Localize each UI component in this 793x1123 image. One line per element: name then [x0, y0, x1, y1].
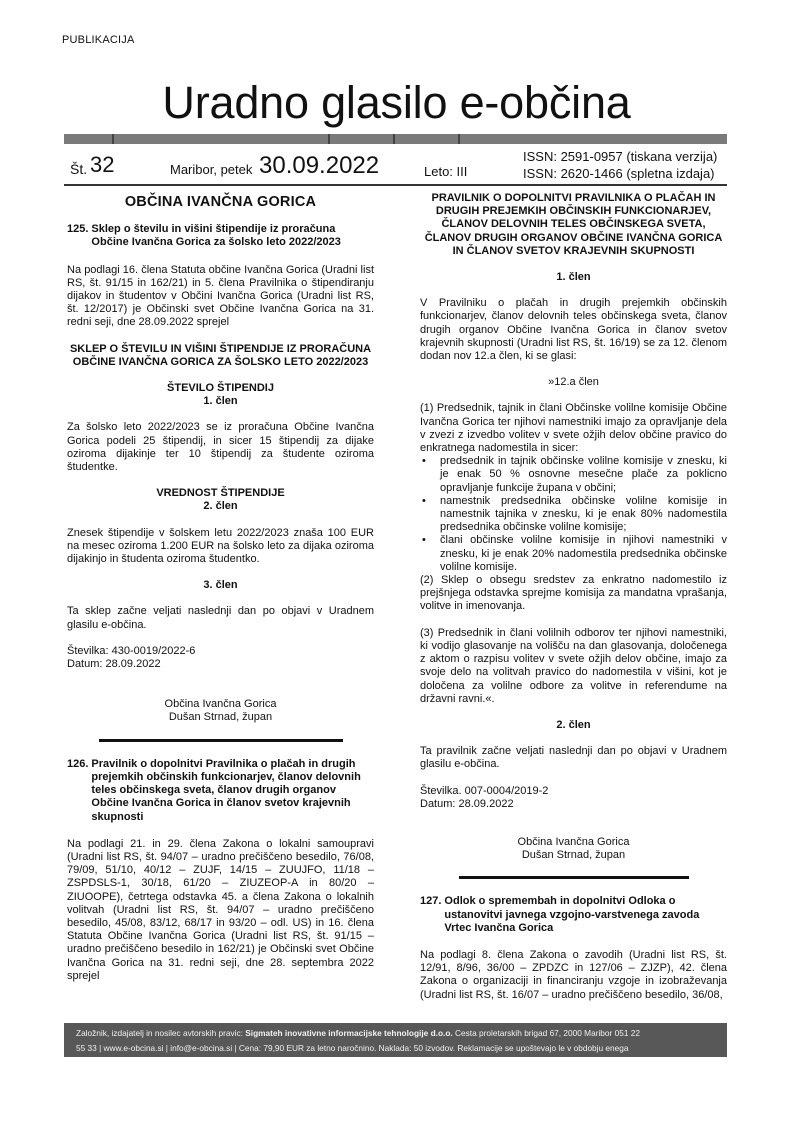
signature-organization: Občina Ivančna Gorica — [517, 835, 630, 848]
masthead-rule — [64, 134, 727, 144]
document-date: Datum: 28.09.2022 — [67, 658, 161, 671]
section-text: Za šolsko leto 2022/2023 se iz proračuna Občine Ivančna Gorica podeli 25 štipendij, in sicer 15 štipendij za dijake oziroma dijakinje ter 10 štipendij za študente oziroma študentke. — [67, 421, 374, 474]
signature-organization: Občina Ivančna Gorica — [164, 698, 277, 711]
signature-name: Dušan Strnad, župan — [521, 849, 626, 862]
compensation-list — [420, 455, 727, 574]
issue-divider — [64, 184, 727, 186]
issue-number-label: Št. — [70, 161, 88, 177]
list-item: • predsednik in tajnik občinske volilne komisije v znesku, ki je enak 50 % osnovne mesečne plače za poklicno opravljanje funkcije župana v občini; — [420, 455, 727, 495]
paragraph: (1) Predsednik, tajnik in člani Občinske volilne komisije Občine Ivančna Gorica ter njihovi namestniki imajo za opravljanje dela v zvezi z izvedbo volitev v svete ožjih delov občine pravico do enkratnega nadomestila in sicer: — [420, 402, 727, 455]
article-title: Pravilnik o dopolnitvi Pravilnika o plačah in drugih prejemkih občinskih funkcionarjev, članov delovnih teles občinskega sveta, članov drugih organov Občine Ivančna Gorica in članov svetov krajevnih skupnosti — [91, 757, 361, 823]
footer-publisher: Sigmateh inovativne informacijske tehnologije d.o.o. — [245, 1028, 453, 1038]
paragraph: (3) Predsednik in člani volilnih odborov ter njihovi namestniki, ki vodijo glasovanje na volišču na dan glasovanja, določenega z aktom o razpisu volitev v svete ožjih delov občine, imajo za svoje delo na volitvah pravico do nadomestila v višini, kot je določena za volilne odbore za volitve in referendume na državni ravni.«. — [420, 626, 727, 705]
document-number: Številka: 430-0019/2022-6 — [67, 644, 196, 657]
list-item: • namestnik predsednika občinske volilne komisije in namestnik tajnika v znesku, ki je enak 80% nadomestila predsednika občinske volilne komisije; — [420, 495, 727, 535]
footer-line-1 — [76, 1026, 717, 1041]
paragraph: V Pravilniku o plačah in drugih prejemkih občinskih funkcionarjev, članov delovnih teles občinskega sveta, članov drugih organov Občine Ivančna Gorica in članov svetov krajevnih skupnosti (Uradni list RS, št. 16/19) se za 12. členom dodan nov 12.a člen, ki se glasi: — [420, 297, 727, 363]
rule-tick — [458, 134, 460, 144]
section-text: Znesek štipendije v šolskem letu 2022/2023 znaša 100 EUR na mesec oziroma 1.200 EUR na šolsko leto za dijaka oziroma dijakinjo in študenta oziroma študentko. — [67, 526, 374, 566]
section-title: VREDNOST ŠTIPENDIJE — [156, 487, 285, 500]
clen-12a-label: »12.a člen — [548, 376, 599, 389]
issue-number: 32 — [90, 152, 115, 177]
publication-label: PUBLIKACIJA — [62, 34, 135, 46]
document-number: Številka. 007-0004/2019-2 — [420, 784, 549, 797]
rule-tick — [328, 134, 330, 144]
pravilnik-heading: PRAVILNIK O DOPOLNITVI PRAVILNIKA O PLAČAH IN DRUGIH PREJEMKIH OBČINSKIH FUNKCIONARJEV, ČLANOV DELOVNIH TELES OBČINSKEGA SVETA, ČLANOV DRUGIH ORGANOV OBČINE IVANČNA GORICA IN ČLANOV SVETOV KRAJEVNIH SKUPNOSTI — [424, 192, 723, 257]
article-127-heading — [420, 895, 727, 935]
article-number: 125. — [67, 223, 89, 236]
clen-label: 3. člen — [203, 579, 238, 592]
article-125-heading — [67, 223, 374, 249]
right-column — [420, 192, 727, 1002]
municipality-title: OBČINA IVANČNA GORICA — [124, 194, 317, 210]
article-title: Odlok o spremembah in dopolnitvi Odloka o ustanovitvi javnega vzgojno-varstvenega zavoda Vrtec Ivančna Gorica — [444, 895, 700, 934]
article-126-intro: Na podlagi 21. in 29. člena Zakona o lokalni samoupravi (Uradni list RS, št. 94/07 – uradno prečiščeno besedilo, 76/08, 79/09, 51/10, 40/12 – ZUJF, 14/15 – ZUUJFO, 11/18 – ZSPDSLS-1, 30/18, 61/20 – ZIUZEOP-A in 80/20 – ZIUOOPE), četrtega odstavka 45. a člena Zakona o lokalnih volitvah (Uradni list RS, št. 94/07 – uradno prečiščeno besedilo, 45/08, 83/12, 68/17 in 93/20 – odl. US) in 16. člena Statuta Občine Ivančna Gorica (Uradni list RS, št. 91/15 – uradno prečiščeno besedilo in 162/21) je Občinski svet Občine Ivančna Gorica na 31. redni seji, dne 28. septembra 2022 sprejel — [67, 837, 374, 982]
sklep-heading: SKLEP O ŠTEVILU IN VIŠINI ŠTIPENDIJE IZ PRORAČUNA OBČINE IVANČNA GORICA ZA ŠOLSKO LETO 2022/2023 — [69, 342, 372, 368]
masthead-title: Uradno glasilo e-občina — [162, 77, 631, 128]
issue-place-day: Maribor, petek — [170, 162, 253, 177]
rule-tick — [393, 134, 395, 144]
footer-line-2: 55 33 | www.e-obcina.si | info@e-obcina.si | Cena: 79,90 EUR za letno naročnino. Naklada: 50 izvodov. Reklamacije se upoštevajo le v obdobju enega — [76, 1043, 629, 1053]
section-title: ŠTEVILO ŠTIPENDIJ — [167, 382, 274, 395]
article-125-intro: Na podlagi 16. člena Statuta občine Ivančna Gorica (Uradni list RS, št. 91/15 in 162/21) in 5. člena Pravilnika o štipendiranju dijakov in študentov v Občini Ivančna Gorica (Uradni list RS, št. 12/2017) je Občinski svet Občine Ivančna Gorica na 31. redni seji, dne 28.09.2022 sprejel — [67, 263, 374, 329]
paragraph: (2) Sklep o obsegu sredstev za enkratno nadomestilo iz prejšnjega odstavka sprejme komisija za mandatna vprašanja, volitve in imenovanja. — [420, 574, 727, 613]
issn-online: ISSN: 2620-1466 (spletna izdaja) — [523, 166, 715, 181]
section-text: Ta sklep začne veljati naslednji dan po objavi v Uradnem glasilu e-občina. — [67, 605, 374, 631]
document-date: Datum: 28.09.2022 — [420, 797, 514, 810]
article-127-intro: Na podlagi 8. člena Zakona o zavodih (Uradni list RS, št. 12/91, 8/96, 36/00 – ZPDZC in 127/06 – ZJZP), 42. člena Zakona o organizaciji in financiranju vzgoje in izobraževanja (Uradni list RS, št. 16/07 – uradno prečiščeno besedilo, 36/08, — [420, 948, 727, 1001]
rule-tick — [112, 134, 114, 144]
issue-date: 30.09.2022 — [259, 152, 380, 179]
article-126-heading — [67, 758, 374, 824]
clen-label: 1. člen — [556, 271, 591, 284]
article-separator — [459, 876, 689, 879]
article-number: 126. — [67, 757, 89, 770]
article-separator — [99, 739, 343, 742]
footer-prefix: Založnik, izdajatelj in nosilec avtorskih pravic: — [76, 1028, 246, 1038]
issue-year: Leto: III — [424, 164, 468, 179]
signature-name: Dušan Strnad, župan — [168, 711, 273, 724]
list-item: • člani občinske volilne komisije in njihovi namestniki v znesku, ki je enak 20% nadomestila predsednika občinske volilne komisije. — [420, 534, 727, 574]
publisher-footer — [64, 1023, 727, 1057]
clen-label: 2. člen — [203, 500, 238, 513]
issue-info-bar — [64, 149, 727, 184]
article-number: 127. — [420, 895, 442, 908]
footer-address: Cesta proletarskih brigad 67, 2000 Maribor 051 22 — [452, 1028, 640, 1038]
clen-label: 2. člen — [556, 718, 591, 731]
article-title: Sklep o številu in višini štipendije iz proračuna Občine Ivančna Gorica za šolsko leto 2022/2023 — [91, 223, 341, 249]
left-column — [67, 192, 374, 996]
issn-print: ISSN: 2591-0957 (tiskana verzija) — [523, 149, 718, 164]
paragraph: Ta pravilnik začne veljati naslednji dan po objavi v Uradnem glasilu e-občina. — [420, 745, 727, 771]
clen-label: 1. člen — [203, 395, 238, 408]
